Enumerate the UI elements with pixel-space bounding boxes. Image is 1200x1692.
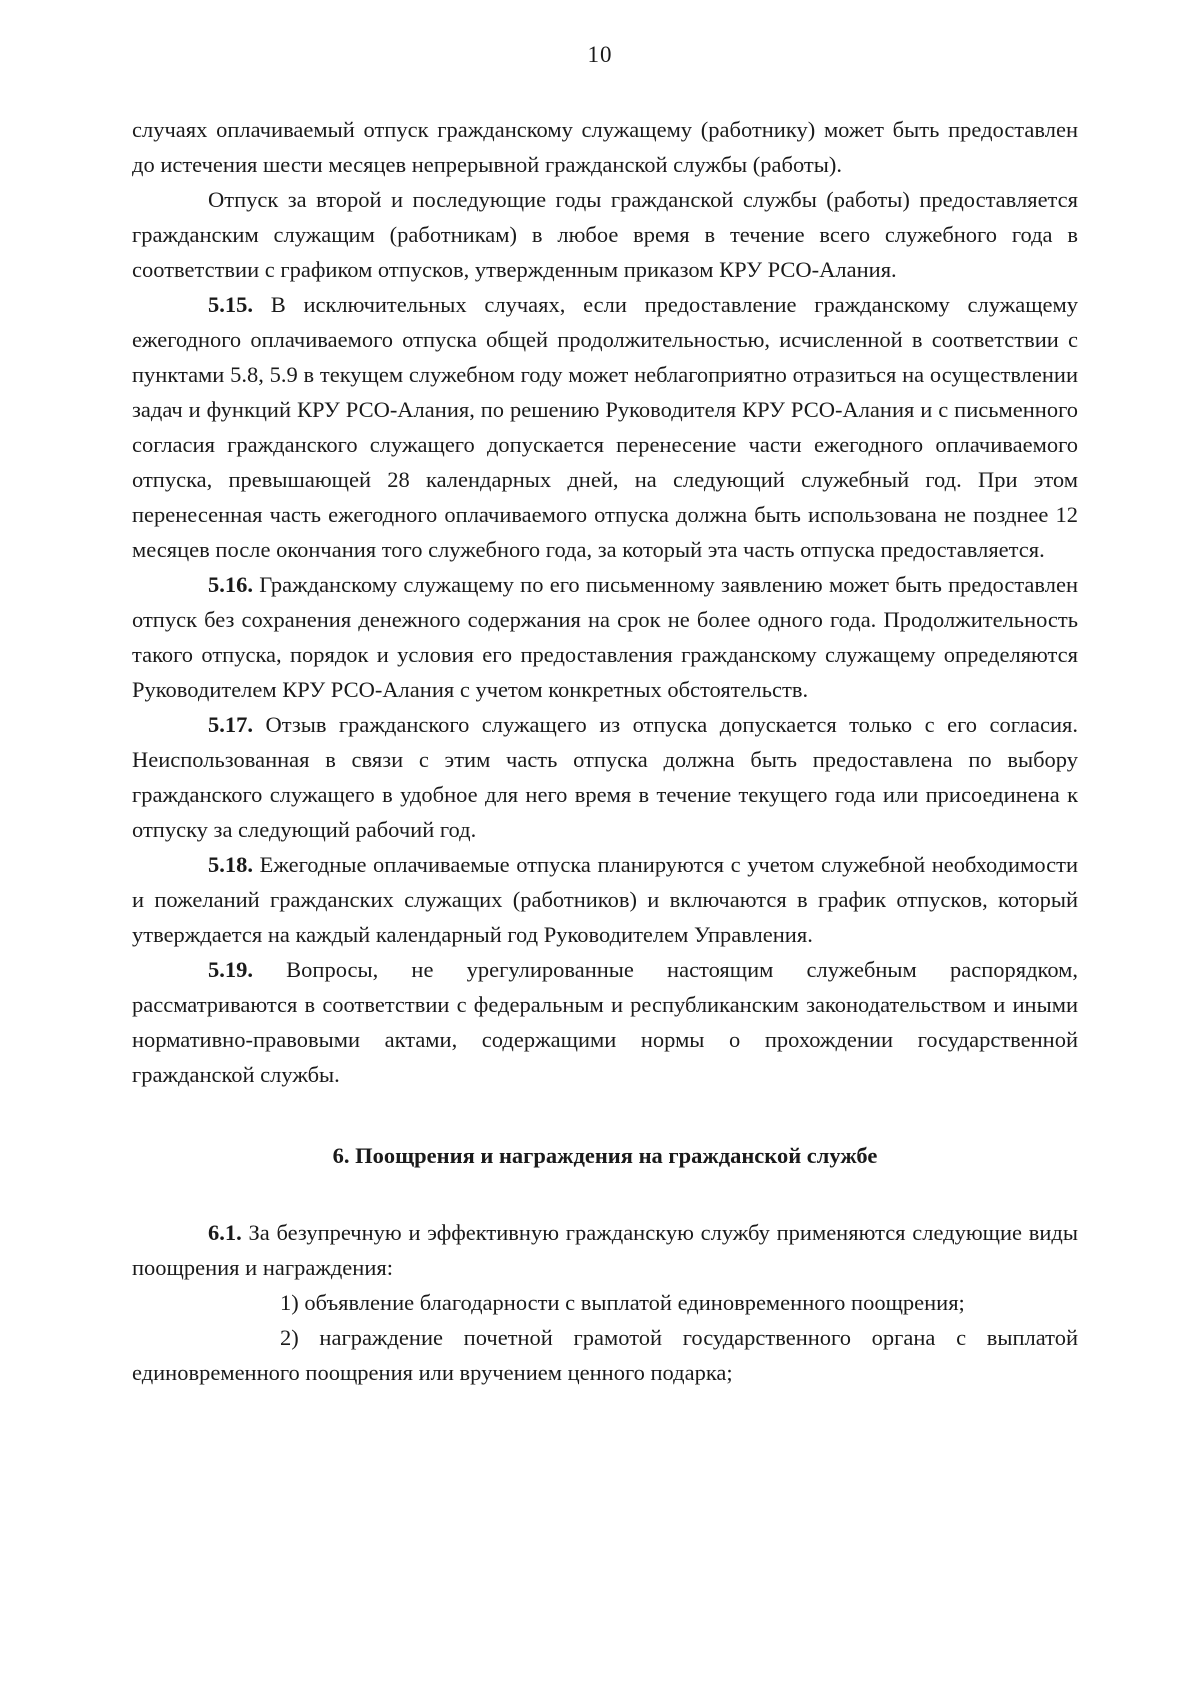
clause-text: За безупречную и эффективную гражданскую службу применяются следующие виды поощрения и награждения: <box>132 1220 1078 1280</box>
clause-5-15 <box>132 287 1078 567</box>
clause-number: 6.1. <box>208 1220 242 1245</box>
document-body <box>132 112 1078 1390</box>
list-item: 1) объявление благодарности с выплатой единовременного поощрения; <box>280 1290 965 1315</box>
clause-5-17 <box>132 707 1078 847</box>
clause-text: Ежегодные оплачиваемые отпуска планируются с учетом служебной необходимости и пожеланий гражданских служащих (работников) и включаются в график отпусков, который утверждается на каждый календарный год Руководителем Управления. <box>132 852 1078 947</box>
clause-number: 5.19. <box>208 957 253 982</box>
clause-number: 5.17. <box>208 712 253 737</box>
clause-number: 5.15. <box>208 292 253 317</box>
clause-text: В исключительных случаях, если предоставление гражданскому служащему ежегодного оплачиваемого отпуска общей продолжительностью, исчисленной в соответствии с пунктами 5.8, 5.9 в текущем служебном году может неблагоприятно отразиться на осуществлении задач и функций КРУ РСО-Алания, по решению Руководителя КРУ РСО-Алания и с письменного согласия гражданского служащего допускается перенесение части ежегодного оплачиваемого отпуска, превышающей 28 календарных дней, на следующий служебный год. При этом перенесенная часть ежегодного оплачиваемого отпуска должна быть использована не позднее 12 месяцев после окончания того служебного года, за который эта часть отпуска предоставляется. <box>132 292 1079 562</box>
page-number: 10 <box>587 42 613 67</box>
clause-5-18 <box>132 847 1078 952</box>
paragraph-text: случаях оплачиваемый отпуск гражданскому служащему (работнику) может быть предоставлен до истечения шести месяцев непрерывной гражданской службы (работы). <box>132 117 1078 177</box>
clause-5-19 <box>132 952 1078 1092</box>
clause-text: Гражданскому служащему по его письменному заявлению может быть предоставлен отпуск без сохранения денежного содержания на срок не более одного года. Продолжительность такого отпуска, порядок и условия его предоставления гражданскому служащему определяются Руководителем КРУ РСО-Алания с учетом конкретных обстоятельств. <box>132 572 1078 702</box>
clause-6-1 <box>132 1215 1078 1285</box>
clause-number: 5.18. <box>208 852 253 877</box>
paragraph-continuation <box>132 112 1078 182</box>
list-item: 2) награждение почетной грамотой государственного органа с выплатой единовременного поощрения или вручением ценного подарка; <box>132 1325 1078 1385</box>
paragraph-text: Отпуск за второй и последующие годы гражданской службы (работы) предоставляется гражданским служащим (работникам) в любое время в течение всего служебного года в соответствии с графиком отпусков, утвержденным приказом КРУ РСО-Алания. <box>132 187 1078 282</box>
clause-text: Вопросы, не урегулированные настоящим служебным распорядком, рассматриваются в соответствии с федеральным и республиканским законодательством и иными нормативно-правовыми актами, содержащими нормы о прохождении государственной гражданской службы. <box>132 957 1078 1087</box>
section-heading: 6. Поощрения и награждения на гражданской службе <box>332 1143 878 1168</box>
clause-text: Отзыв гражданского служащего из отпуска допускается только с его согласия. Неиспользованная в связи с этим часть отпуска должна быть предоставлена по выбору гражданского служащего в удобное для него время в течение текущего года или присоединена к отпуску за следующий рабочий год. <box>132 712 1078 842</box>
paragraph-second-year-vacation <box>132 182 1078 287</box>
clause-number: 5.16. <box>208 572 253 597</box>
clause-5-16 <box>132 567 1078 707</box>
